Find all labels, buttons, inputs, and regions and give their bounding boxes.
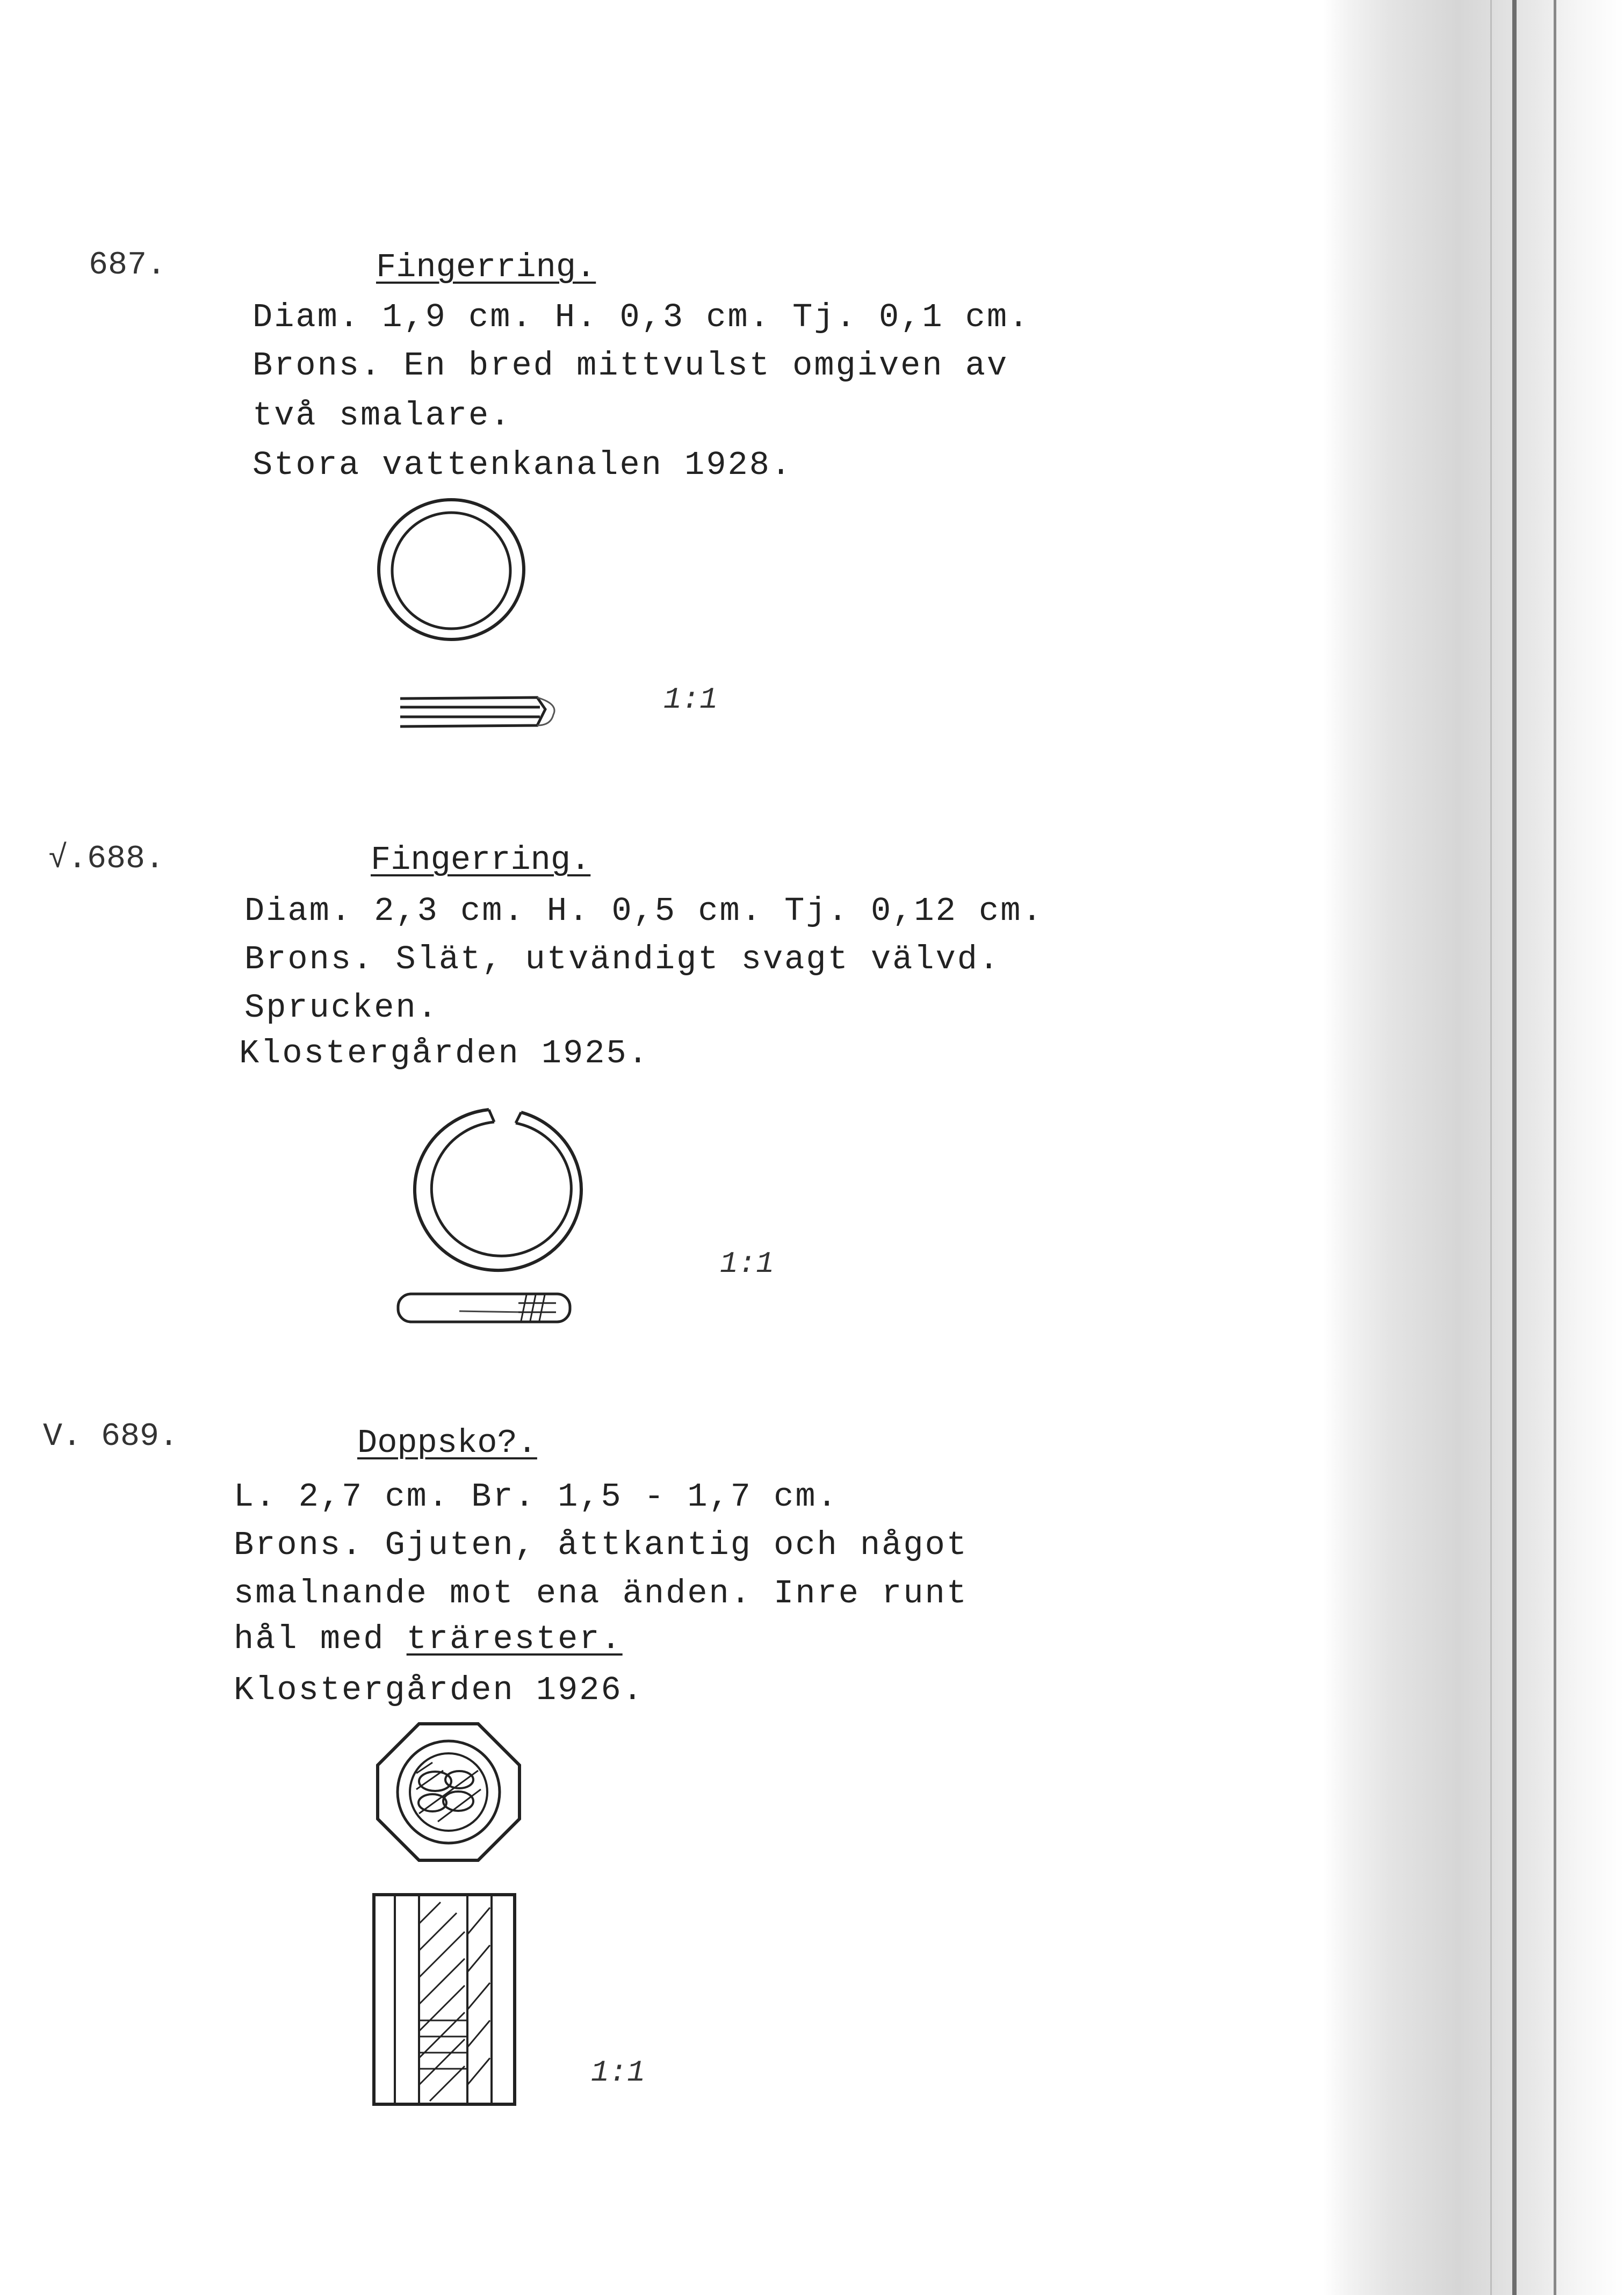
ferrule-section-view-drawing: [371, 1891, 521, 2106]
page-edge-line: [1512, 0, 1517, 2295]
ferrule-end-view-drawing: [373, 1720, 524, 1865]
entry-text-line: Stora vattenkanalen 1928.: [252, 446, 793, 484]
entry-text-underlined: trärester.: [406, 1620, 623, 1658]
entry-title: Fingerring.: [371, 841, 591, 879]
entry-text-line: Brons. En bred mittvulst omgiven av: [252, 347, 1009, 385]
entry-text-line: Brons. Gjuten, åttkantig och något: [234, 1526, 969, 1564]
entry-text-line: smalnande mot ena änden. Inre runt: [234, 1574, 969, 1613]
entry-text-line: Klostergården 1925.: [239, 1034, 649, 1073]
entry-title: Doppsko?.: [357, 1424, 537, 1462]
ring-top-view-drawing: [371, 494, 537, 650]
page-edge-shadow: [1323, 0, 1624, 2295]
entry-number: V. 689.: [43, 1419, 179, 1455]
entry-text-line: Diam. 2,3 cm. H. 0,5 cm. Tj. 0,12 cm.: [244, 892, 1044, 930]
ring-side-view-drawing: [398, 688, 569, 736]
entry-text-line: L. 2,7 cm. Br. 1,5 - 1,7 cm.: [234, 1478, 839, 1516]
ring-top-view-drawing: [408, 1102, 591, 1279]
scale-label: 1:1: [591, 2055, 645, 2090]
entry-number: √.688.: [48, 841, 165, 877]
page-edge-line: [1554, 0, 1556, 2295]
entry-text-line: Diam. 1,9 cm. H. 0,3 cm. Tj. 0,1 cm.: [252, 298, 1030, 336]
entry-text-line: Brons. Slät, utvändigt svagt välvd.: [244, 940, 1001, 979]
scale-label: 1:1: [663, 682, 718, 717]
entry-title: Fingerring.: [376, 248, 596, 286]
scale-label: 1:1: [720, 1247, 774, 1281]
page-edge-line: [1490, 0, 1492, 2295]
ring-side-view-drawing: [395, 1290, 578, 1327]
entry-text-line: Sprucken.: [244, 989, 439, 1027]
entry-number: 687.: [89, 247, 167, 284]
entry-text-line: Klostergården 1926.: [234, 1671, 644, 1709]
entry-text-line: [234, 1620, 623, 1658]
entry-text-line: två smalare.: [252, 397, 512, 435]
entry-text-fragment: hål med: [234, 1620, 385, 1658]
